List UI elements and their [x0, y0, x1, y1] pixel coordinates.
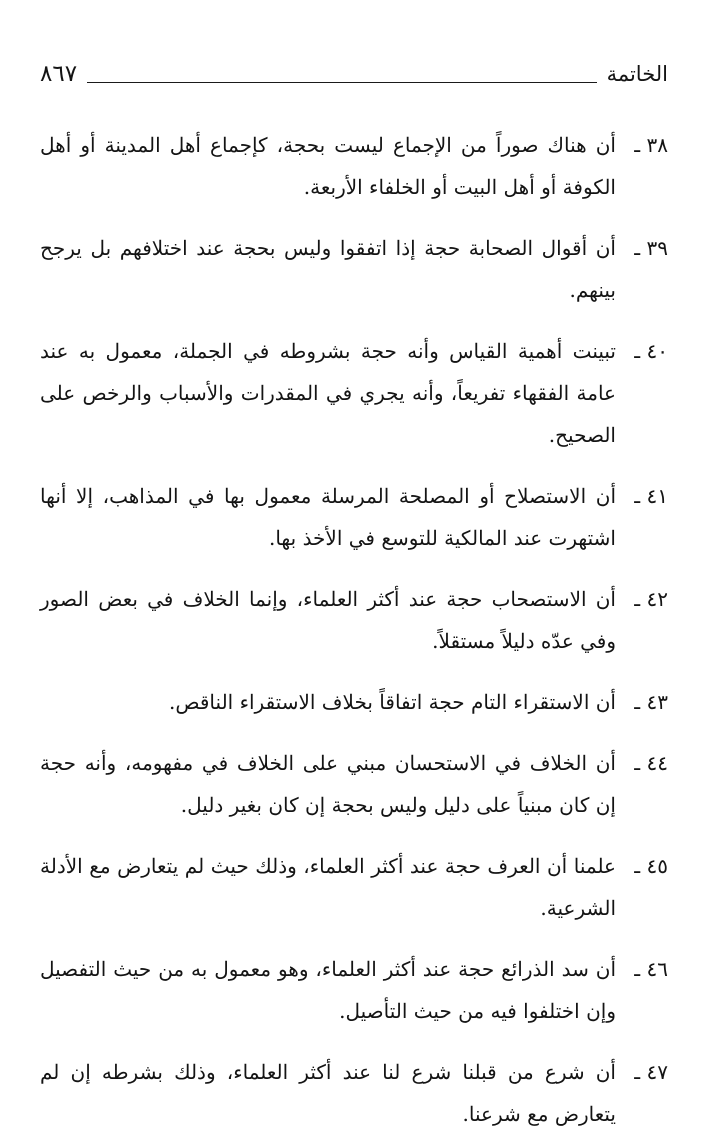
item-text: علمنا أن العرف حجة عند أكثر العلماء، وذلك حيث لم يتعارض مع الأدلة الشرعية. [40, 854, 616, 920]
chapter-title: الخاتمة [606, 62, 668, 86]
list-item [40, 578, 668, 662]
item-text: تبينت أهمية القياس وأنه حجة بشروطه في الجملة، معمول به عند عامة الفقهاء تفريعاً، وأنه يجري في المقدرات والأسباب والرخص على الصحيح. [40, 339, 616, 447]
page-number: ٨٦٧ [40, 61, 78, 87]
list-item [40, 227, 668, 311]
item-number: ٤٥ ـ [634, 854, 668, 878]
item-number: ٤٣ ـ [634, 690, 668, 714]
item-number: ٤٠ ـ [634, 339, 668, 363]
item-text: أن سد الذرائع حجة عند أكثر العلماء، وهو معمول به من حيث التفصيل وإن اختلفوا فيه من حيث التأصيل. [40, 957, 616, 1023]
item-number: ٤٤ ـ [634, 751, 668, 775]
list-item [40, 1051, 668, 1135]
item-number: ٤٢ ـ [634, 587, 668, 611]
conclusion-list [40, 124, 668, 1135]
list-item [40, 845, 668, 929]
item-text: أن الاستقراء التام حجة اتفاقاً بخلاف الاستقراء الناقص. [169, 690, 616, 714]
item-number: ٣٩ ـ [634, 236, 668, 260]
list-item [40, 124, 668, 208]
item-number: ٤١ ـ [634, 484, 668, 508]
list-item [40, 742, 668, 826]
item-text: أن أقوال الصحابة حجة إذا اتفقوا وليس بحجة عند اختلافهم بل يرجح بينهم. [40, 236, 616, 302]
item-text: أن شرع من قبلنا شرع لنا عند أكثر العلماء، وذلك بشرطه إن لم يتعارض مع شرعنا. [40, 1060, 616, 1126]
item-text: أن الاستصحاب حجة عند أكثر العلماء، وإنما الخلاف في بعض الصور وفي عدّه دليلاً مستقلاً. [40, 587, 616, 653]
list-item [40, 475, 668, 559]
item-number: ٣٨ ـ [634, 133, 668, 157]
item-text: أن الخلاف في الاستحسان مبني على الخلاف في مفهومه، وأنه حجة إن كان مبنياً على دليل وليس بحجة إن كان بغير دليل. [40, 751, 616, 817]
item-number: ٤٧ ـ [634, 1060, 668, 1084]
list-item [40, 681, 668, 723]
running-header [40, 58, 668, 86]
list-item [40, 948, 668, 1032]
header-rule [87, 82, 597, 83]
item-number: ٤٦ ـ [634, 957, 668, 981]
item-text: أن الاستصلاح أو المصلحة المرسلة معمول بها في المذاهب، إلا أنها اشتهرت عند المالكية للتوسع في الأخذ بها. [40, 484, 616, 550]
list-item [40, 330, 668, 456]
item-text: أن هناك صوراً من الإجماع ليست بحجة، كإجماع أهل المدينة أو أهل الكوفة أو أهل البيت أو الخلفاء الأربعة. [40, 133, 616, 199]
